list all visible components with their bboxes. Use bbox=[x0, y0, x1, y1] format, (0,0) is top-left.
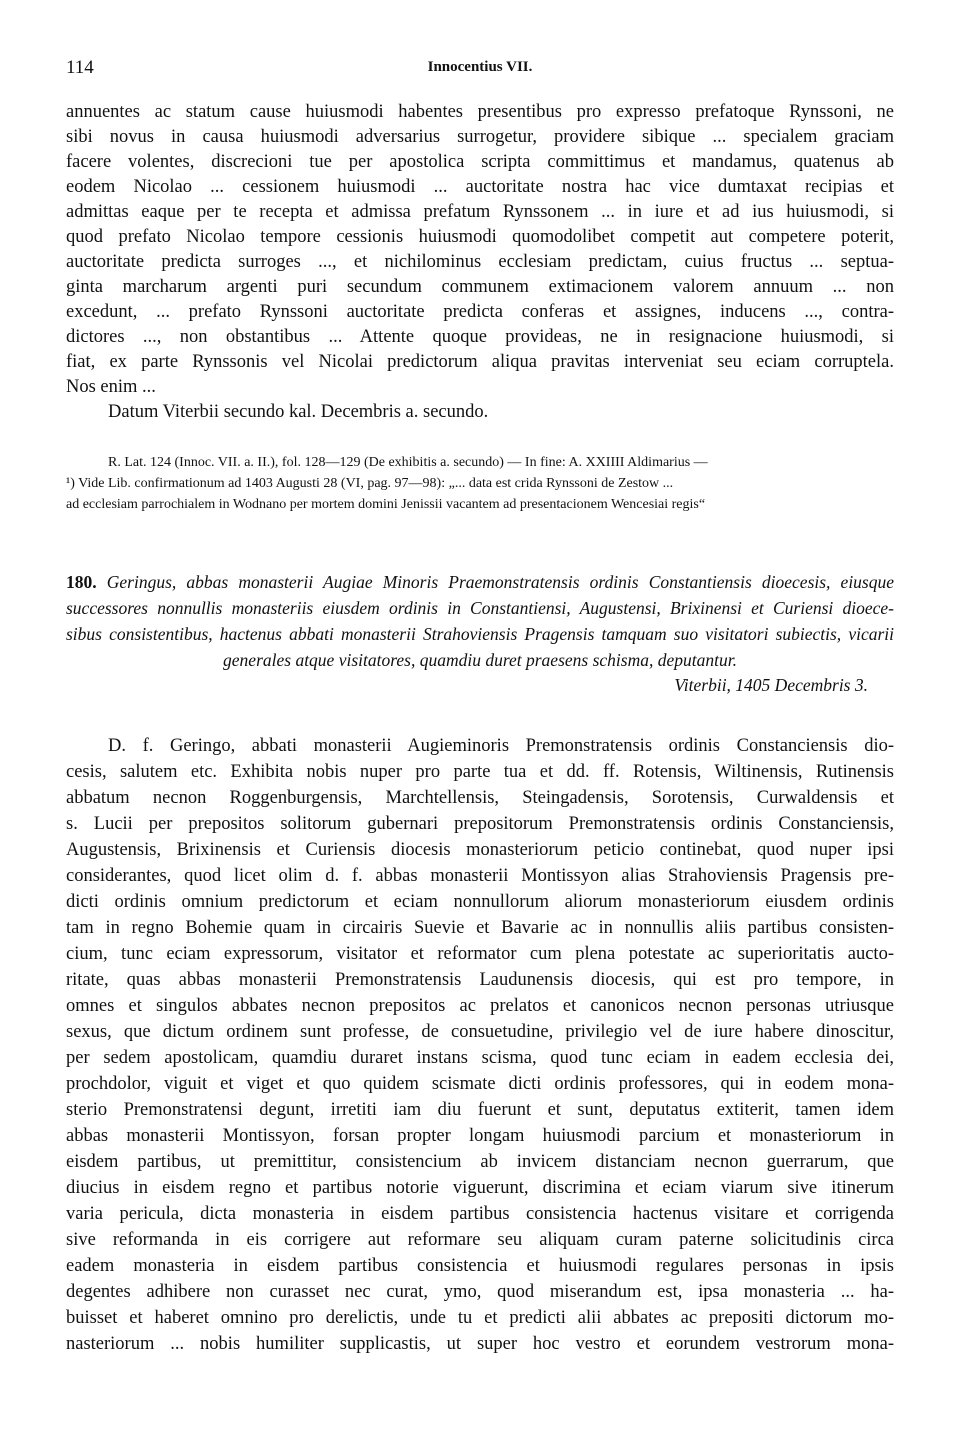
body-line: eadem monasteria in eisdem partibus consistencia et huiusmodi regulares personas in ipsis bbox=[66, 1256, 894, 1276]
page-header bbox=[66, 57, 894, 83]
body-line: prochdolor, viguit et viget et quo quidem scismate dicti ordinis professores, qui in eodem mona- bbox=[66, 1074, 894, 1094]
body-line: abbatum necnon Roggenburgensis, Marchtellensis, Steingadensis, Sorotensis, Curwaldensis et bbox=[66, 788, 894, 808]
body-line: ritate, quas abbas monasterii Premonstratensis Laudunensis diocesis, qui est pro tempore, in bbox=[66, 970, 894, 990]
body-line: abbas monasterii Montissyon, forsan propter longam huiusmodi parcium et monasteriorum in bbox=[66, 1126, 894, 1146]
body-line: sive reformanda in eis corrigere aut reformare seu aliquam curam paterne solicitudinis circa bbox=[66, 1230, 894, 1250]
body-line: considerantes, quod licet olim d. f. abbas monasterii Montissyon alias Strahoviensis Pragensis pre- bbox=[66, 866, 894, 886]
body-line: eodem Nicolao ... cessionem huiusmodi ... auctoritate nostra hac vice dumtaxat recipias et bbox=[66, 177, 894, 197]
body-line: per sedem apostolicam, quamdiu duraret instans scisma, quod tunc eciam in eadem ecclesia dei, bbox=[66, 1048, 894, 1068]
body-line: cesis, salutem etc. Exhibita nobis nuper pro parte tua et dd. ff. Rotensis, Wiltinensis, Rutinensis bbox=[66, 762, 894, 782]
note-line: ¹) Vide Lib. confirmationum ad 1403 Augusti 28 (VI, pag. 97—98): „... data est crida Rynssoni de Zestow ... bbox=[66, 476, 674, 491]
running-title: Innocentius VII. bbox=[427, 59, 533, 75]
note-line: R. Lat. 124 (Innoc. VII. a. II.), fol. 128—129 (De exhibitis a. secundo) — In fine: A. XXIIII Aldimarius — bbox=[108, 455, 708, 470]
body-line: cium, tunc eciam expressorum, visitator et reformator cum plena potestate ac superioritatis aucto- bbox=[66, 944, 894, 964]
body-line: tam in regno Bohemie quam in circairis Suevie et Bavarie ac in nonnullis aliis partibus consisten- bbox=[66, 918, 894, 938]
body-line: diucius in eisdem regno et partibus notorie viguerunt, discrimina et eciam viarum sive itinerum bbox=[66, 1178, 894, 1198]
rubric-date: Viterbii, 1405 Decembris 3. bbox=[674, 675, 868, 695]
body-line: sibi novus in causa huiusmodi adversarius surrogetur, providere sibique ... specialem graciam bbox=[66, 127, 894, 147]
body-line: varia pericula, dicta monasteria in eisdem partibus consistencia hactenus visitare et corrigenda bbox=[66, 1204, 894, 1224]
body-line: eisdem partibus, ut premittitur, consistencium ab invicem distanciam necnon guerrarum, que bbox=[66, 1152, 894, 1172]
datum-line: Datum Viterbii secundo kal. Decembris a. secundo. bbox=[108, 402, 489, 422]
body-line: dicti ordinis omnium predictorum et eciam nonnullorum aliorum monasteriorum eiusdem ordinis bbox=[66, 892, 894, 912]
body-line: nasteriorum ... nobis humiliter supplicastis, ut super hoc vestro et eorundem vestrorum mona- bbox=[66, 1334, 894, 1354]
body-line: D. f. Geringo, abbati monasterii Augieminoris Premonstratensis ordinis Constanciensis dio- bbox=[108, 736, 894, 756]
body-line: admittas eaque per te recepta et admissa prefatum Rynssonem ... in iure et ad ius huiusmodi, si bbox=[66, 202, 894, 222]
body-line: buisset et haberet omnino pro derelictis, unde tu et predicti alii abbates ac prepositi dictorum mo- bbox=[66, 1308, 894, 1328]
body-line: sterio Premonstratensi degunt, irretiti iam diu fuerunt et sunt, deputatus extiterit, tamen idem bbox=[66, 1100, 894, 1120]
body-line: quod prefato Nicolao tempore cessionis huiusmodi quomodolibet competit aut competere poterit, bbox=[66, 227, 894, 247]
body-line: Augustensis, Brixinensis et Curiensis diocesis monasteriorum peticio continebat, quod nuper ipsi bbox=[66, 840, 894, 860]
note-line: ad ecclesiam parrochialem in Wodnano per mortem domini Jenissii vacantem ad presentacionem Wencesiai regis“ bbox=[66, 497, 706, 512]
body-line: Nos enim ... bbox=[66, 377, 156, 397]
body-line: fiat, ex parte Rynssonis vel Nicolai predictorum aliqua pravitas interveniat seu eciam corruptela. bbox=[66, 352, 894, 372]
footnote-marker: ¹) bbox=[66, 476, 75, 491]
body-line: omnes et singulos abbates necnon prepositos ac prelatos et canonicos necnon personas utriusque bbox=[66, 996, 894, 1016]
body-line: excedunt, ... prefato Rynssoni auctoritate predicta conferas et assignes, inducens ..., contra- bbox=[66, 302, 894, 322]
body-line: ginta marcharum argenti puri secundum communem extimacionem valorem annuum ... non bbox=[66, 277, 894, 297]
rubric-line: successores nonnullis monasteriis eiusdem ordinis in Constantiensi, Augustensi, Brixinensi et Curiensi dioece- bbox=[66, 598, 894, 618]
body-line: dictores ..., non obstantibus ... Attente quoque provideas, ne in resignacione huiusmodi, si bbox=[66, 327, 894, 347]
body-line: annuentes ac statum cause huiusmodi habentes presentibus pro expresso prefatoque Rynssoni, ne bbox=[66, 102, 894, 122]
body-line: sexus, que dictum ordinem sunt professe, de consuetudine, privilegio vel de iure habere dinoscitur, bbox=[66, 1022, 894, 1042]
body-line: degentes adhibere non curasset nec curat, ymo, quod miserandum est, ipsa monasteria ... ha- bbox=[66, 1282, 894, 1302]
body-line: auctoritate predicta surroges ..., et nichilominus ecclesiam predictam, cuius fructus ... septua- bbox=[66, 252, 894, 272]
page-number: 114 bbox=[66, 57, 94, 78]
document-number: 180. bbox=[66, 572, 97, 592]
body-line: s. Lucii per prepositos solitorum gubernari prepositorum Premonstratensis ordinis Constanciensis, bbox=[66, 814, 894, 834]
rubric-line: 180. Geringus, abbas monasterii Augiae Minoris Praemonstratensis ordinis Constantiensis dioecesis, eiusque bbox=[66, 572, 895, 592]
body-line: facere volentes, discrecioni tue per apostolica scripta committimus et mandamus, quatenus ab bbox=[66, 152, 894, 172]
rubric-line: sibus consistentibus, hactenus abbati monasterii Strahoviensis Pragensis tamquam suo visitatori subiectis, vicarii bbox=[66, 624, 894, 644]
rubric-line: generales atque visitatores, quamdiu duret praesens schisma, deputantur. bbox=[223, 650, 737, 670]
